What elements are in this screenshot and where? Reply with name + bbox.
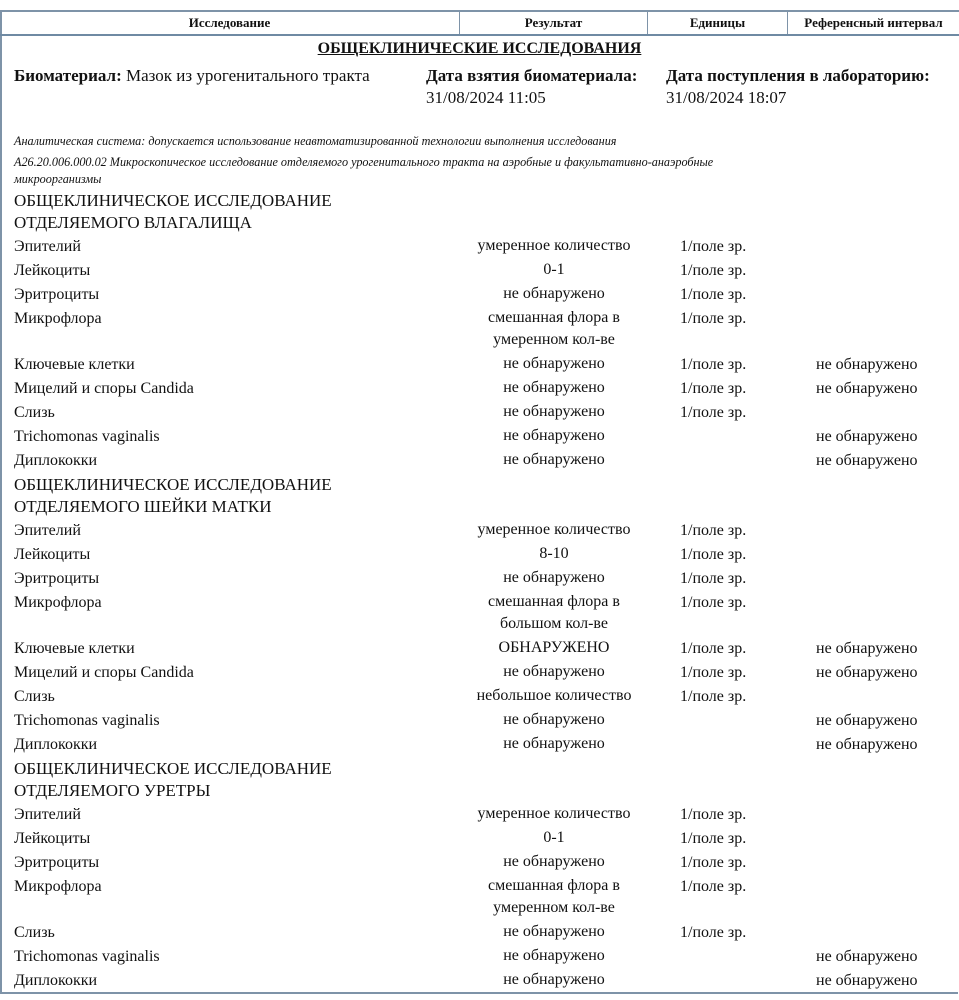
test-result-line1: не обнаружено bbox=[503, 569, 605, 586]
group-title-line2: ОТДЕЛЯЕМОГО ШЕЙКИ МАТКИ bbox=[14, 497, 272, 516]
test-result bbox=[460, 661, 648, 683]
test-result bbox=[460, 637, 648, 659]
test-result-line2: умеренном кол-ве bbox=[493, 331, 615, 348]
test-unit: 1/поле зр. bbox=[680, 310, 747, 327]
test-result-line1: 0-1 bbox=[543, 829, 565, 846]
test-result bbox=[460, 519, 648, 541]
test-unit: 1/поле зр. bbox=[680, 594, 747, 611]
test-result bbox=[460, 449, 648, 471]
test-name: Лейкоциты bbox=[14, 830, 91, 847]
test-result bbox=[460, 377, 648, 399]
test-result bbox=[460, 685, 648, 707]
test-name: Микрофлора bbox=[14, 310, 102, 327]
test-name: Trichomonas vaginalis bbox=[14, 712, 160, 729]
group-title-line1: ОБЩЕКЛИНИЧЕСКОЕ ИССЛЕДОВАНИЕ bbox=[14, 475, 332, 494]
test-result-line1: не обнаружено bbox=[503, 451, 605, 468]
test-result bbox=[460, 283, 648, 305]
test-name: Слизь bbox=[14, 404, 55, 421]
test-result bbox=[460, 921, 648, 943]
test-unit: 1/поле зр. bbox=[680, 806, 747, 823]
received-date-value: 31/08/2024 18:07 bbox=[666, 88, 787, 107]
test-name: Эпителий bbox=[14, 806, 81, 823]
test-result-line1: умеренное количество bbox=[477, 805, 631, 822]
test-unit: 1/поле зр. bbox=[680, 262, 747, 279]
test-name: Микрофлора bbox=[14, 878, 102, 895]
test-reference: не обнаружено bbox=[816, 736, 918, 753]
test-reference: не обнаружено bbox=[816, 428, 918, 445]
test-result bbox=[460, 259, 648, 281]
test-result-line1: не обнаружено bbox=[503, 663, 605, 680]
test-unit: 1/поле зр. bbox=[680, 404, 747, 421]
test-result bbox=[460, 733, 648, 755]
test-result-line1: не обнаружено bbox=[503, 379, 605, 396]
test-unit: 1/поле зр. bbox=[680, 546, 747, 563]
test-reference: не обнаружено bbox=[816, 380, 918, 397]
test-result bbox=[460, 353, 648, 375]
test-result bbox=[460, 235, 648, 257]
test-unit: 1/поле зр. bbox=[680, 688, 747, 705]
test-name: Эритроциты bbox=[14, 854, 100, 871]
test-name: Ключевые клетки bbox=[14, 640, 135, 657]
group-title-line2: ОТДЕЛЯЕМОГО ВЛАГАЛИЩА bbox=[14, 213, 252, 232]
test-name: Эритроциты bbox=[14, 570, 100, 587]
test-result-line1: не обнаружено bbox=[503, 853, 605, 870]
test-name: Эпителий bbox=[14, 522, 81, 539]
test-result bbox=[460, 543, 648, 565]
test-result-line1: 8-10 bbox=[539, 545, 569, 562]
test-unit: 1/поле зр. bbox=[680, 640, 747, 657]
test-result-line1: смешанная флора в bbox=[488, 593, 620, 610]
test-result bbox=[460, 567, 648, 589]
test-reference: не обнаружено bbox=[816, 712, 918, 729]
header-reference: Референсный интервал bbox=[804, 15, 943, 30]
test-unit: 1/поле зр. bbox=[680, 664, 747, 681]
test-name: Диплококки bbox=[14, 972, 98, 989]
test-result bbox=[460, 945, 648, 967]
group-title-line1: ОБЩЕКЛИНИЧЕСКОЕ ИССЛЕДОВАНИЕ bbox=[14, 759, 332, 778]
test-result bbox=[460, 307, 648, 351]
test-unit: 1/поле зр. bbox=[680, 854, 747, 871]
received-date bbox=[666, 65, 930, 109]
test-unit: 1/поле зр. bbox=[680, 286, 747, 303]
test-name: Trichomonas vaginalis bbox=[14, 948, 160, 965]
section-title: ОБЩЕКЛИНИЧЕСКИЕ ИССЛЕДОВАНИЯ bbox=[317, 40, 642, 57]
biomaterial-value: Мазок из урогенитального тракта bbox=[125, 66, 370, 85]
test-reference: не обнаружено bbox=[816, 948, 918, 965]
test-reference: не обнаружено bbox=[816, 972, 918, 989]
procedure-note-line1: A26.20.006.000.02 Микроскопическое исследование отделяемого урогенитального тракта на аэробные и факультативно-анаэробные bbox=[14, 155, 714, 169]
test-result-line1: умеренное количество bbox=[477, 237, 631, 254]
test-result bbox=[460, 827, 648, 849]
procedure-note-line2: микроорганизмы bbox=[14, 172, 102, 186]
test-result-line1: смешанная флора в bbox=[488, 877, 620, 894]
biomaterial bbox=[14, 65, 370, 87]
test-name: Диплококки bbox=[14, 736, 98, 753]
test-result-line1: не обнаружено bbox=[503, 355, 605, 372]
test-reference: не обнаружено bbox=[816, 452, 918, 469]
test-result-line1: небольшое количество bbox=[476, 687, 632, 704]
test-result-line1: 0-1 bbox=[543, 261, 565, 278]
test-reference: не обнаружено bbox=[816, 640, 918, 657]
test-result-line2: большом кол-ве bbox=[500, 615, 608, 632]
test-name: Лейкоциты bbox=[14, 262, 91, 279]
header-result: Результат bbox=[460, 12, 648, 34]
test-result-line1: не обнаружено bbox=[503, 285, 605, 302]
test-name: Эпителий bbox=[14, 238, 81, 255]
test-name: Слизь bbox=[14, 688, 55, 705]
biomaterial-label: Биоматериал: bbox=[14, 66, 122, 85]
test-result bbox=[460, 851, 648, 873]
test-unit: 1/поле зр. bbox=[680, 356, 747, 373]
test-result bbox=[460, 591, 648, 635]
test-reference: не обнаружено bbox=[816, 356, 918, 373]
test-name: Диплококки bbox=[14, 452, 98, 469]
test-result-line1: не обнаружено bbox=[503, 427, 605, 444]
table-header bbox=[0, 10, 959, 36]
test-unit: 1/поле зр. bbox=[680, 924, 747, 941]
test-result-line1: смешанная флора в bbox=[488, 309, 620, 326]
collection-date-value: 31/08/2024 11:05 bbox=[426, 88, 546, 107]
test-name: Эритроциты bbox=[14, 286, 100, 303]
group-title-line2: ОТДЕЛЯЕМОГО УРЕТРЫ bbox=[14, 781, 211, 800]
test-result bbox=[460, 709, 648, 731]
test-unit: 1/поле зр. bbox=[680, 878, 747, 895]
test-name: Лейкоциты bbox=[14, 546, 91, 563]
test-unit: 1/поле зр. bbox=[680, 380, 747, 397]
test-result-line1: не обнаружено bbox=[503, 403, 605, 420]
collection-date-label: Дата взятия биоматериала: bbox=[426, 66, 638, 85]
test-result-line2: умеренном кол-ве bbox=[493, 899, 615, 916]
test-unit: 1/поле зр. bbox=[680, 522, 747, 539]
test-result-line1: не обнаружено bbox=[503, 735, 605, 752]
test-result-line1: не обнаружено bbox=[503, 923, 605, 940]
test-result bbox=[460, 401, 648, 423]
test-name: Слизь bbox=[14, 924, 55, 941]
test-result bbox=[460, 803, 648, 825]
test-unit: 1/поле зр. bbox=[680, 238, 747, 255]
test-unit: 1/поле зр. bbox=[680, 570, 747, 587]
test-result-line1: не обнаружено bbox=[503, 947, 605, 964]
analytic-system-note: Аналитическая система: допускается использование неавтоматизированной технологии выполнения исследования bbox=[14, 134, 617, 148]
header-study: Исследование bbox=[0, 12, 460, 34]
test-name: Trichomonas vaginalis bbox=[14, 428, 160, 445]
test-unit: 1/поле зр. bbox=[680, 830, 747, 847]
test-result bbox=[460, 425, 648, 447]
test-result-line1: не обнаружено bbox=[503, 711, 605, 728]
header-units: Единицы bbox=[648, 12, 788, 34]
test-result bbox=[460, 969, 648, 991]
test-name: Мицелий и споры Candida bbox=[14, 664, 194, 681]
test-result-line1: не обнаружено bbox=[503, 971, 605, 988]
test-name: Микрофлора bbox=[14, 594, 102, 611]
group-title-line1: ОБЩЕКЛИНИЧЕСКОЕ ИССЛЕДОВАНИЕ bbox=[14, 191, 332, 210]
test-result-line1: умеренное количество bbox=[477, 521, 631, 538]
test-name: Мицелий и споры Candida bbox=[14, 380, 194, 397]
test-result bbox=[460, 875, 648, 919]
test-reference: не обнаружено bbox=[816, 664, 918, 681]
test-result-line1: ОБНАРУЖЕНО bbox=[498, 639, 610, 656]
collection-date bbox=[426, 65, 637, 109]
received-date-label: Дата поступления в лабораторию: bbox=[666, 66, 930, 85]
test-name: Ключевые клетки bbox=[14, 356, 135, 373]
